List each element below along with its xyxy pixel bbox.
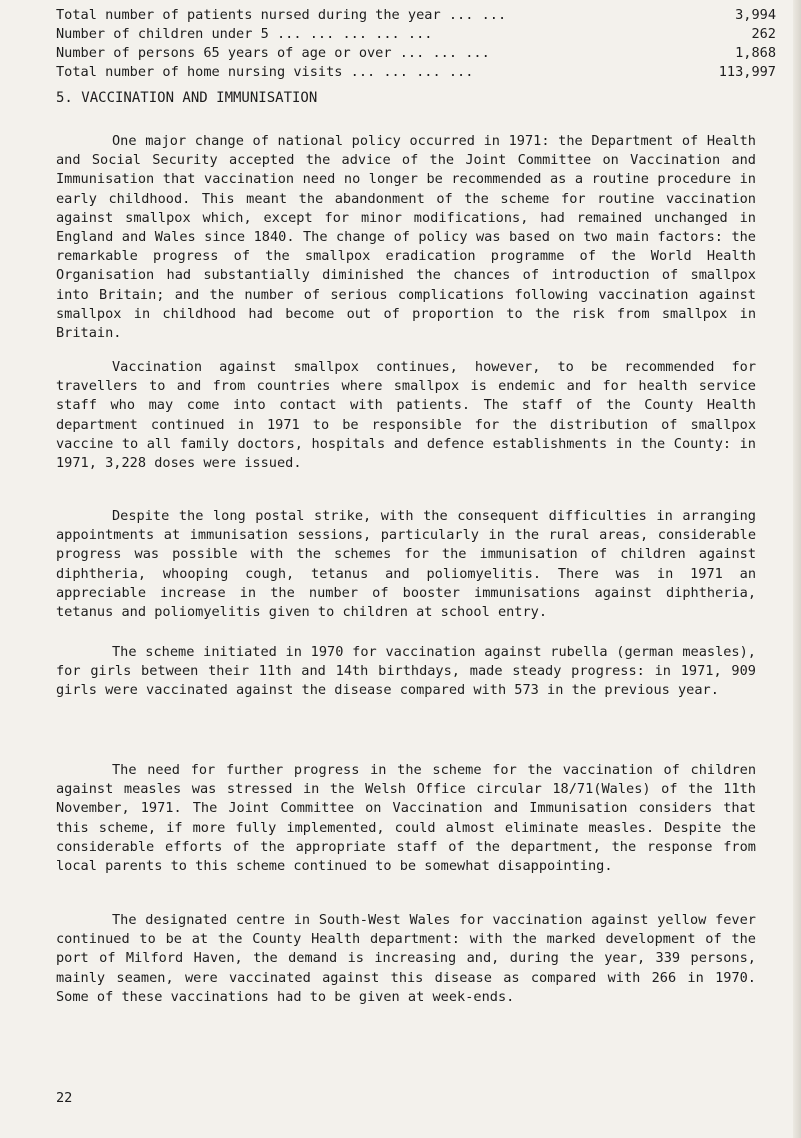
stat-label: Total number of patients nursed during the year ... ...	[56, 7, 507, 23]
stat-row	[56, 6, 776, 25]
stat-row	[56, 63, 776, 82]
stat-row	[56, 25, 776, 44]
page-edge-shadow	[793, 0, 801, 1138]
nursing-statistics	[56, 6, 776, 82]
stat-value: 262	[751, 26, 776, 42]
stat-label: Number of persons 65 years of age or over ... ... ...	[56, 45, 490, 61]
page-number: 22	[56, 1090, 73, 1106]
body-paragraph: One major change of national policy occurred in 1971: the Department of Health and Social Security accepted the advice of the Joint Committee on Vaccination and Immunisation that vaccination need no longer be recommended as a routine procedure in early childhood. This meant the abandonment of the scheme for routine vaccination against smallpox which, except for minor modifications, had remained unchanged in England and Wales since 1840. The change of policy was based on two main factors: the remarkable progress of the smallpox eradication programme of the World Health Organisation had substantially diminished the chances of introduction of smallpox into Britain; and the number of serious complications following vaccination against smallpox in childhood had become out of proportion to the risk from smallpox in Britain.	[56, 133, 756, 342]
body-paragraph: The designated centre in South-West Wales for vaccination against yellow fever continued to be at the County Health department: with the marked development of the port of Milford Haven, the demand is increasing and, during the year, 339 persons, mainly seamen, were vaccinated against this disease as compared with 266 in 1970. Some of these vaccinations had to be given at week-ends.	[56, 912, 756, 1005]
stat-value: 113,997	[718, 64, 776, 80]
stat-value: 3,994	[735, 7, 776, 23]
stat-label: Number of children under 5 ... ... ... ... ...	[56, 26, 433, 42]
stat-label: Total number of home nursing visits ... ... ... ...	[56, 64, 474, 80]
body-paragraph: The need for further progress in the scheme for the vaccination of children against measles was stressed in the Welsh Office circular 18/71(Wales) of the 11th November, 1971. The Joint Committee on Vaccination and Immunisation considers that this scheme, if more fully implemented, could almost eliminate measles. Despite the considerable efforts of the appropriate staff of the department, the response from local parents to this scheme continued to be somewhat disappointing.	[56, 762, 756, 875]
stat-value: 1,868	[735, 45, 776, 61]
stat-row	[56, 44, 776, 63]
body-paragraph: Despite the long postal strike, with the consequent difficulties in arranging appointments at immunisation sessions, particularly in the rural areas, considerable progress was possible with the schemes for the immunisation of children against diphtheria, whooping cough, tetanus and poliomyelitis. There was in 1971 an appreciable increase in the number of booster immunisations against diphtheria, tetanus and poliomyelitis given to children at school entry.	[56, 508, 756, 621]
body-paragraph: Vaccination against smallpox continues, however, to be recommended for travellers to and from countries where smallpox is endemic and for health service staff who may come into contact with patients. The staff of the County Health department continued in 1971 to be responsible for the distribution of smallpox vaccine to all family doctors, hospitals and defence establishments in the County: in 1971, 3,228 doses were issued.	[56, 359, 756, 472]
section-heading: 5. VACCINATION AND IMMUNISATION	[56, 90, 318, 106]
body-paragraph: The scheme initiated in 1970 for vaccination against rubella (german measles), for girls between their 11th and 14th birthdays, made steady progress: in 1971, 909 girls were vaccinated against the disease compared with 573 in the previous year.	[56, 644, 756, 699]
